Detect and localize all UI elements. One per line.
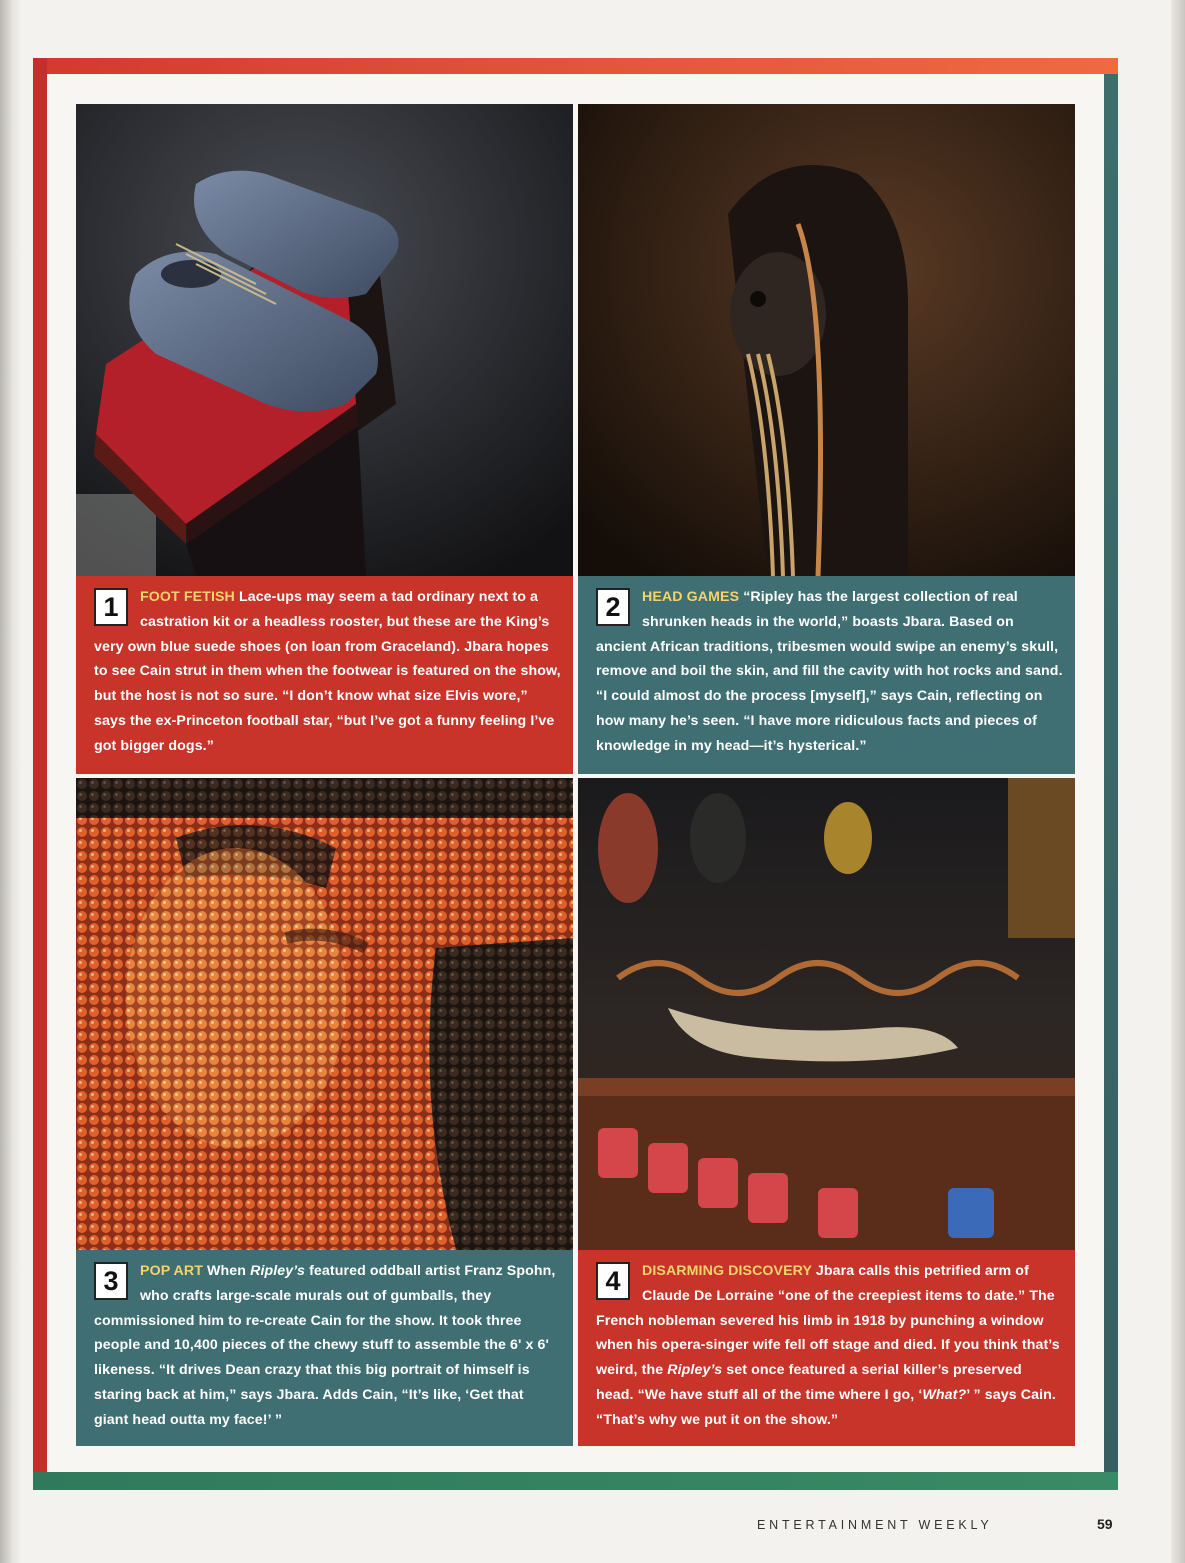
caption-kicker: DISARMING DISCOVERY [642, 1263, 816, 1279]
caption-body: Jbara calls this petrified arm of Claude De Lorraine “one of the creepiest items to date.” The French nobleman severed his limb in 1918 by punching a window when his opera-singer wife fell off stage and died. If you think that’s weird, the Ripley’s set once featured a serial killer’s preserved head. “We have stuff all of the time where I go, ‘What?’ ” says Cain. “That’s why we put it on the show.” [596, 1263, 1060, 1428]
caption-2 [578, 576, 1075, 774]
magazine-name: ENTERTAINMENT WEEKLY [757, 1518, 993, 1532]
caption-kicker: HEAD GAMES [642, 589, 744, 605]
item-number: 3 [94, 1262, 128, 1300]
binding-shadow [0, 0, 22, 1563]
panel-1 [76, 104, 573, 774]
panel-2 [578, 104, 1075, 774]
caption-body: Lace-ups may seem a tad ordinary next to a castration kit or a headless rooster, but these are the King’s very own blue suede shoes (on loan from Graceland). Jbara hopes to see Cain strut in them when the footwear is featured on the show, but the host is not so sure. “I don’t know what size Elvis wore,” says the ex-Princeton football star, “but I’ve got a funny feeling I’ve got bigger dogs.” [94, 589, 561, 754]
article-frame [33, 58, 1118, 1490]
blue-suede-shoes-photo [76, 104, 573, 576]
caption-1 [76, 576, 573, 774]
frame-bar-right [1104, 74, 1118, 1474]
page-edge [1171, 0, 1185, 1563]
panel-4 [578, 778, 1075, 1446]
caption-4 [578, 1250, 1075, 1446]
petrified-arm-photo [578, 778, 1075, 1250]
item-number: 4 [596, 1262, 630, 1300]
caption-3 [76, 1250, 573, 1446]
caption-body: When Ripley’s featured oddball artist Franz Spohn, who crafts large-scale murals out of gumballs, they commissioned him to re-create Cain for the show. It took three people and 10,400 pieces of the chewy stuff to assemble the 6' x 6' likeness. “It drives Dean crazy that this big portrait of himself is staring back at him,” says Jbara. Adds Cain, “It’s like, ‘Get that giant head outta my face!’ ” [94, 1263, 556, 1428]
caption-kicker: POP ART [140, 1263, 208, 1279]
frame-bar-bottom [33, 1472, 1118, 1490]
shrunken-head-photo [578, 104, 1075, 576]
caption-body: “Ripley has the largest collection of real shrunken heads in the world,” boasts Jbara. Based on ancient African traditions, tribesmen would swipe an enemy’s skull, remove and boil the skin, and fill the cavity with hot rocks and sand. “I could almost do the process [myself],” says Cain, reflecting on how many he’s seen. “I have more ridiculous facts and pieces of knowledge in my head—it’s hysterical.” [596, 589, 1063, 754]
frame-bar-left [33, 58, 47, 1472]
frame-inner [47, 74, 1104, 1472]
gumball-portrait-photo [76, 778, 573, 1250]
page-number: 59 [1097, 1516, 1113, 1532]
frame-bar-top [33, 58, 1118, 74]
panel-3 [76, 778, 573, 1446]
caption-kicker: FOOT FETISH [140, 589, 239, 605]
item-number: 1 [94, 588, 128, 626]
item-number: 2 [596, 588, 630, 626]
